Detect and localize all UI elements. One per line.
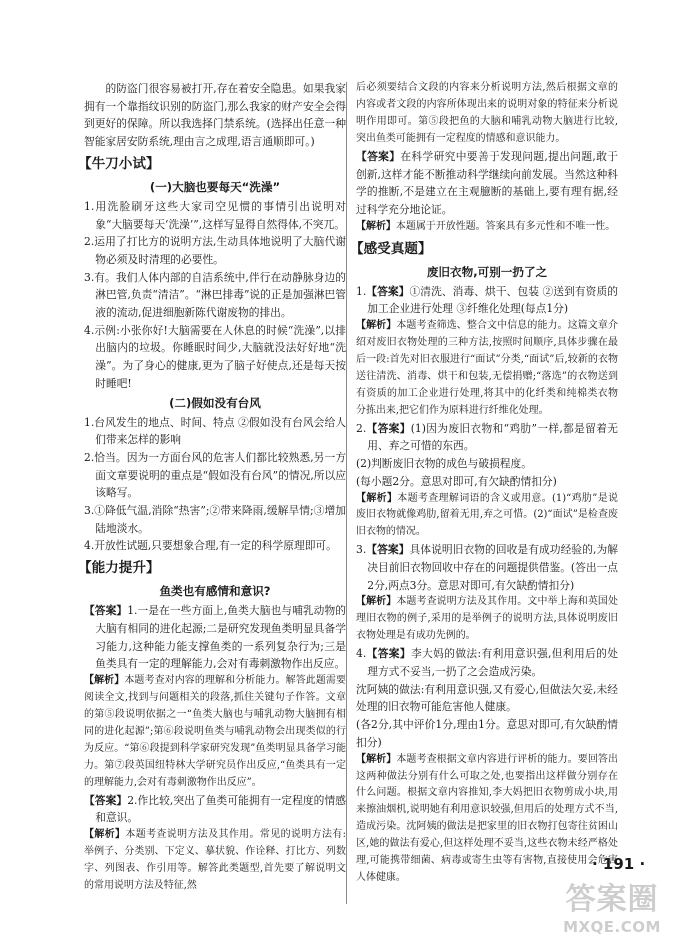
answer-item: 1.台风发生的地点、时间、特点 ②假如没有台风会给人们带来怎样的影响 [84, 415, 346, 447]
page-number: · 191 · [592, 855, 646, 873]
analysis-label: 【解析】 [356, 596, 397, 608]
analysis-label: 【解析】 [84, 829, 126, 841]
analysis-text: 本题考查说明方法及其作用。常见的说明方法有:举例子、分类别、下定义、摹状貌、作诠释、打比方、列数字、列图表、作引用等。解答此类题型,首先要了解说明文的常用说明方法及特征,然 [84, 829, 346, 891]
answer-text: 在科学研究中要善于发现问题,提出问题,敢于创新,这样才能不断推动科学继续向前发展。当然这种科学的推断,不是建立在主观臆断的基础上,要有理有据,经过科学充分地论证。 [356, 149, 618, 216]
subsection-title-typhoon: (二)假如没有台风 [169, 395, 261, 410]
analysis-label: 【解析】 [356, 319, 397, 331]
answer-paragraph [84, 602, 346, 673]
answer-label: 【答案】 [366, 284, 410, 298]
analysis-continuation: 后必须要结合文段的内容来分析说明方法,然后根据文章的内容或者文段的内容所体现出来的说明对象的特征来分析说明作用即可。第⑤段把鱼的大脑和哺乳动物大脑进行比较,突出鱼类可能拥有一定程度的情感和意识能力。 [356, 82, 618, 144]
analysis-paragraph [356, 594, 618, 645]
watermark-sub-text: MXQE.COM [563, 918, 661, 936]
answer-text: 1.一是在一些方面上,鱼类大脑也与哺乳动物的大脑有相同的进化起源;二是研究发现鱼类明显具备学习能力,这种能力能支撑鱼类的一系列复杂行为;三是鱼类具有一定的理解能力,会对有毒刺激物作出反应。 [95, 604, 346, 671]
answer-paragraph [356, 148, 618, 219]
answer-item: 1.用洗脸刷牙这些大家司空见惯的事情引出说明对象“大脑要每天‘洗澡’”,这样写显得自然得体,不突兀。 [84, 199, 346, 231]
analysis-paragraph [356, 491, 618, 542]
section-title-niudao: 【牛刀小试】 [78, 155, 160, 172]
answer-text: (1)因为废旧衣物和“鸡肋”一样,都是留着无用、弃之可惜的东西。 [367, 421, 618, 453]
answer-paragraph: 1.【答案】①清洗、消毒、烘干、包装 ②送到有资质的加工企业进行处理 ③纤维化处理(每点1分) [356, 284, 618, 316]
answer-item: 4.示例:小张你好!大脑需要在人休息的时候“洗澡”,以排出脑内的垃圾。你睡眠时间少,大脑就没法好好地“洗澡”。为了身心的健康,更为了脑子好使点,还是每天按时睡吧! [84, 323, 346, 390]
analysis-label: 【解析】 [356, 220, 396, 232]
answer-item: 3.①降低气温,消除“热害”;②带来降雨,缓解旱情;③增加陆地淡水。 [84, 504, 346, 535]
analysis-text: 本题考查对内容的理解和分析能力。解答此题需要阅读全文,找到与问题相关的段落,抓住关键句子作答。文章的第⑤段说明依据之一“鱼类大脑也与哺乳动物大脑拥有相同的进化起源”;第⑥段说明鱼类与哺乳动物会出现类似的行为反应。“第⑥段提到科学家研究发现”鱼类明显具备学习能力。第⑦段英国纽特林大学研究员作出反应,“鱼类具有一定的理解能力,会对有毒刺激物作出反应”。 [84, 674, 346, 788]
answer-paragraph: 4.【答案】李大妈的做法:有利用意识强,但利用后的处理方式不妥当,一扔了之会造成污染。 [356, 647, 618, 679]
analysis-text: 本题考查根据文章内容进行评析的能力。要回答出这两种做法分别有什么可取之处,也要指出这样做分别存在什么问题。根据文章内容推知,李大妈把旧衣物剪成小块,用来擦油烟机,说明她有利用意识较强,但用后的处理方式不当,造成污染。沈阿姨的做法是把家里的旧衣物打包寄往贫困山区,她的做法有爱心,但这样处理不妥当,这些衣物未经严格处理,可能携带细菌、病毒或寄生虫等有害物,直接使用会危害人体健康。 [356, 753, 618, 884]
column-divider [346, 82, 347, 904]
answer-text: ①清洗、消毒、烘干、包装 ②送到有资质的加工企业进行处理 ③纤维化处理(每点1分) [367, 284, 618, 316]
analysis-paragraph [84, 827, 346, 895]
subsection-title-fish: 鱼类也有感情和意识? [159, 584, 271, 599]
answer-text: 具体说明旧衣物的回收是有成功经验的,为解决目前旧衣物回收中存在的问题提供借鉴。(答出一点2分,两点3分。意思对即可,有欠缺酌情扣分) [367, 543, 618, 592]
intro-paragraph: 的防盗门很容易被打开,存在着安全隐患。如果我家拥有一个靠指纹识别的防盗门,那么我家的财产安全会得到更好的保障。所以我选择门禁系统。(选择出任意一种智能家居安防系统,理由言之成理,语言通顺即可。) [84, 82, 346, 149]
left-column [78, 80, 346, 895]
answer-label: 【答案】 [366, 421, 411, 435]
answer-label: 【答案】 [366, 647, 411, 661]
analysis-paragraph [84, 673, 346, 792]
answer-text: 李大妈的做法:有利用意识强,但利用后的处理方式不妥当,一扔了之会造成污染。 [367, 647, 618, 679]
answer-text-b: 沈阿姨的做法:有利用意识强,又有爱心,但做法欠妥,未经处理的旧衣物可能危害他人健康。 [356, 682, 618, 714]
analysis-text: 本题考查说明方法及其作用。文中举上海和英国处理旧衣物的例子,采用的是举例子的说明方法,具体说明废旧衣物处理是有成功先例的。 [356, 596, 618, 642]
analysis-text: 本题考查筛选、整合文中信息的能力。这篇文章介绍对废旧衣物处理的三种方法,按照时间顺序,具体步骤在最后一段:首先对旧衣服进行“面试”分类,“面试”后,较新的衣物送往清洗、消毒、烘干和包装,无偿捐赠;“落选”的衣物送到有资质的加工企业进行处理,将其中的化纤类和纯棉类衣物分拣出来,把它们作为原料进行纤维化处理。 [356, 319, 618, 416]
analysis-text: 本题属于开放性题。答案具有多元性和不唯一性。 [395, 220, 616, 232]
answer-label: 【答案】 [356, 149, 401, 163]
score-note: (各2分,其中评价1分,理由1分。意思对即可,有欠缺酌情扣分) [356, 718, 618, 749]
section-title-ganshou: 【感受真题】 [350, 240, 432, 257]
answer-text: 2.作比较,突出了鱼类可能拥有一定程度的情感和意识。 [95, 793, 346, 825]
answer-paragraph: 3.【答案】具体说明旧衣物的回收是有成功经验的,为解决目前旧衣物回收中存在的问题提供借鉴。(答出一点2分,两点3分。意思对即可,有欠缺酌情扣分) [356, 543, 618, 592]
answer-paragraph: 2.【答案】(1)因为废旧衣物和“鸡肋”一样,都是留着无用、弃之可惜的东西。 [356, 421, 618, 453]
watermark-main-text: 答案圈 [565, 882, 659, 917]
answer-label: 【答案】 [84, 793, 128, 807]
analysis-label: 【解析】 [356, 753, 397, 765]
right-column [350, 80, 618, 887]
answer-item: 4.开放性试题,只要想象合理,有一定的科学原理即可。 [84, 539, 337, 553]
answer-text-b: (2)判断废旧衣物的成色与破损程度。 [356, 457, 532, 471]
analysis-paragraph [356, 219, 618, 236]
analysis-paragraph [356, 318, 618, 420]
answer-paragraph [84, 792, 346, 827]
score-note: (每小题2分。意思对即可,有欠缺酌情扣分) [356, 474, 557, 488]
answer-item: 2.恰当。因为一方面台风的危害人们都比较熟悉,另一方面文章要说明的重点是“假如没有台风”的情况,所以应该略写。 [84, 450, 346, 500]
analysis-label: 【解析】 [356, 492, 398, 504]
answer-label: 【答案】 [84, 604, 128, 618]
answer-item: 2.运用了打比方的说明方法,生动具体地说明了大脑代谢物必须及时清理的必要性。 [84, 235, 346, 266]
answer-label: 【答案】 [366, 543, 410, 557]
analysis-label: 【解析】 [84, 674, 125, 686]
analysis-paragraph [356, 752, 618, 888]
section-title-nengli: 【能力提升】 [78, 560, 160, 577]
subsection-title-clothes: 废旧衣物,可别一扔了之 [426, 264, 548, 279]
site-watermark-logo [556, 882, 668, 940]
subsection-title-brain-wash: (一)大脑也要每天“洗澡” [149, 179, 281, 194]
answer-item: 3.有。我们人体内部的自洁系统中,伴行在动静脉身边的淋巴管,负责“清洁”。“淋巴排毒”说的正是加强淋巴管液的流动,促进细胞新陈代谢废物的排出。 [84, 270, 346, 320]
analysis-text: 本题考查理解词语的含义或用意。(1)“鸡肋”是说废旧衣物就像鸡肋,留着无用,弃之可惜。(2)“面试”是检查废旧衣物的情况。 [356, 492, 618, 538]
